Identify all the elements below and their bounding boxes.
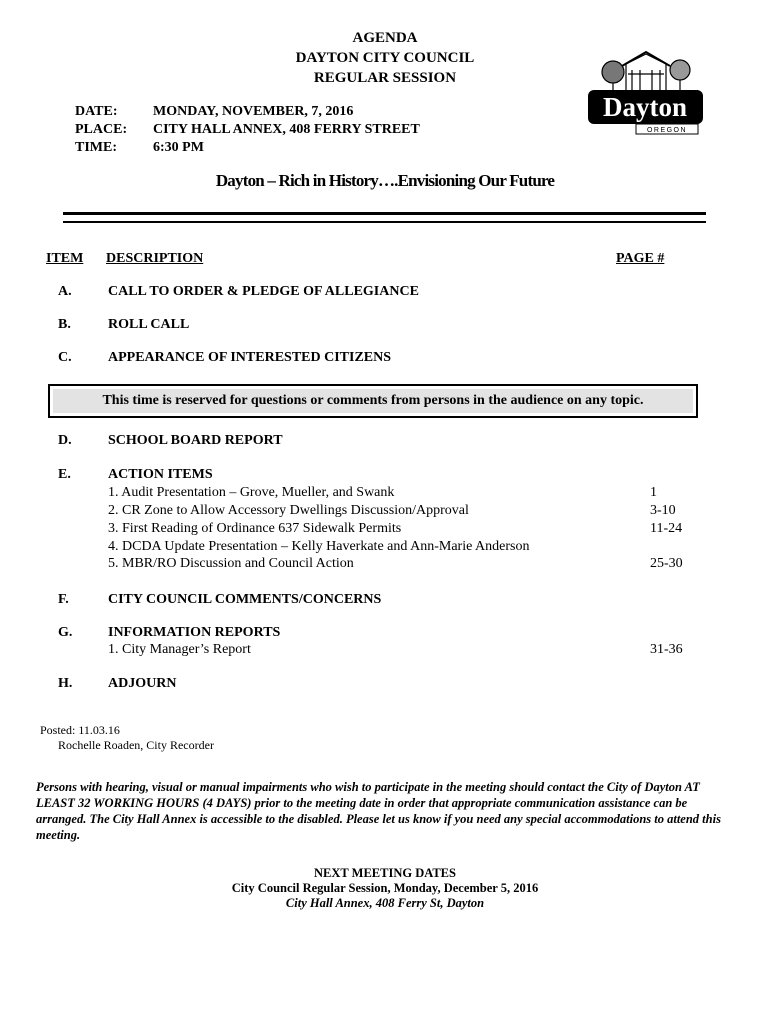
section-g-letter: G. bbox=[58, 625, 73, 640]
column-header-item: ITEM bbox=[46, 251, 84, 266]
posted-info bbox=[40, 723, 214, 753]
section-d-letter: D. bbox=[58, 433, 72, 448]
section-g-title: INFORMATION REPORTS bbox=[108, 625, 281, 640]
header-divider bbox=[63, 212, 706, 223]
place-label: PLACE: bbox=[75, 122, 128, 137]
action-item: 5. MBR/RO Discussion and Council Action bbox=[108, 556, 354, 571]
section-c-letter: C. bbox=[58, 350, 72, 365]
info-report-item-page: 31-36 bbox=[650, 642, 683, 657]
section-f-title: CITY COUNCIL COMMENTS/CONCERNS bbox=[108, 592, 382, 607]
section-h-letter: H. bbox=[58, 676, 73, 691]
date-value: MONDAY, NOVEMBER, 7, 2016 bbox=[153, 104, 354, 119]
time-label: TIME: bbox=[75, 140, 117, 155]
action-item-page: 25-30 bbox=[650, 556, 683, 571]
action-item: 2. CR Zone to Allow Accessory Dwellings Discussion/Approval bbox=[108, 503, 469, 518]
dayton-logo-graphic bbox=[588, 50, 703, 140]
section-a-letter: A. bbox=[58, 284, 72, 299]
meta-values bbox=[153, 103, 420, 157]
column-header-description: DESCRIPTION bbox=[106, 251, 204, 266]
dayton-logo bbox=[588, 50, 703, 140]
date-label: DATE: bbox=[75, 104, 118, 119]
next-meeting-block bbox=[0, 866, 770, 911]
action-item-page: 1 bbox=[650, 485, 657, 500]
info-report-item: 1. City Manager’s Report bbox=[108, 642, 251, 657]
logo-wordmark: Dayton bbox=[602, 92, 688, 122]
public-comment-notice-text: This time is reserved for questions or comments from persons in the audience on any topic. bbox=[53, 389, 693, 413]
posted-date: Posted: 11.03.16 bbox=[40, 723, 120, 737]
section-f-letter: F. bbox=[58, 592, 69, 607]
meta-labels bbox=[75, 103, 127, 157]
section-e-title: ACTION ITEMS bbox=[108, 467, 213, 482]
section-b-title: ROLL CALL bbox=[108, 317, 190, 332]
time-value: 6:30 PM bbox=[153, 140, 204, 155]
public-comment-notice bbox=[48, 384, 698, 418]
logo-state: OREGON bbox=[646, 127, 688, 134]
section-a-title: CALL TO ORDER & PLEDGE OF ALLEGIANCE bbox=[108, 284, 419, 299]
section-e-letter: E. bbox=[58, 467, 71, 482]
action-item: 3. First Reading of Ordinance 637 Sidewalk Permits bbox=[108, 521, 402, 536]
action-item: 1. Audit Presentation – Grove, Mueller, and Swank bbox=[108, 485, 395, 500]
column-header-page: PAGE # bbox=[616, 251, 665, 266]
section-c-title: APPEARANCE OF INTERESTED CITIZENS bbox=[108, 350, 392, 365]
next-meeting-session: City Council Regular Session, Monday, December 5, 2016 bbox=[231, 881, 539, 895]
action-item: 4. DCDA Update Presentation – Kelly Haverkate and Ann-Marie Anderson bbox=[108, 539, 530, 554]
agenda-title: AGENDA bbox=[352, 30, 418, 46]
action-item-page: 3-10 bbox=[650, 503, 676, 518]
accessibility-notice: Persons with hearing, visual or manual impairments who wish to participate in the meeting should contact the City of Dayton AT LEAST 32 WORKING HOURS (4 DAYS) prior to the meeting date in order that appropriate communication assistance can be arranged. The City Hall Annex is accessible to the disabled. Please let us know if you need any special accommodations to attend this meeting. bbox=[36, 780, 721, 842]
place-value: CITY HALL ANNEX, 408 FERRY STREET bbox=[153, 122, 420, 137]
next-meeting-location: City Hall Annex, 408 Ferry St, Dayton bbox=[285, 896, 485, 910]
city-motto: Dayton – Rich in History….Envisioning Our Future bbox=[215, 171, 555, 190]
session-type: REGULAR SESSION bbox=[313, 70, 457, 86]
posted-by: Rochelle Roaden, City Recorder bbox=[58, 738, 214, 752]
section-b-letter: B. bbox=[58, 317, 71, 332]
action-item-page: 11-24 bbox=[650, 521, 683, 536]
section-d-title: SCHOOL BOARD REPORT bbox=[108, 433, 283, 448]
council-name: DAYTON CITY COUNCIL bbox=[295, 50, 475, 66]
section-h-title: ADJOURN bbox=[108, 676, 177, 691]
next-meeting-heading: NEXT MEETING DATES bbox=[314, 866, 456, 880]
